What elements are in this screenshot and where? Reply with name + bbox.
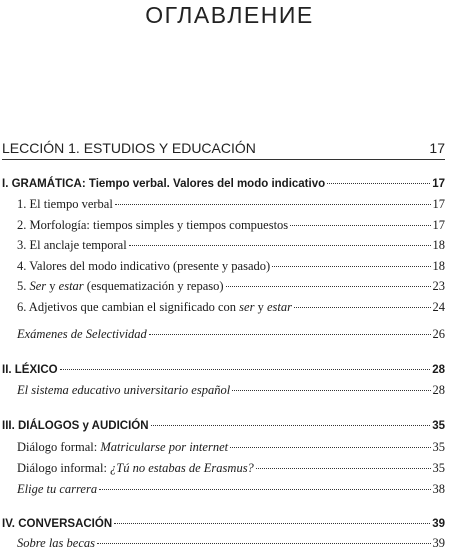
dot-leader [294,306,431,308]
toc-item[interactable] [17,439,445,455]
text-part: (esquematización y repaso) [83,279,224,293]
item-label [17,278,224,294]
toc-section-gramatica[interactable] [2,176,445,192]
page-number: 18 [432,238,445,252]
page-number: 39 [432,518,445,530]
lesson-heading[interactable] [2,140,445,160]
lesson-page: 17 [429,140,445,156]
item-label: El sistema educativo universitario español [17,383,231,397]
toc-item[interactable] [17,535,445,551]
text-part: 5. [17,279,30,293]
page-number: 17 [432,178,445,190]
dot-leader [129,244,431,246]
text-italic: Ser [29,279,47,293]
dot-leader [272,265,430,267]
toc-item[interactable] [17,278,445,294]
toc-section-dialogos[interactable] [2,418,445,434]
page-number: 26 [432,327,445,341]
toc-item[interactable] [17,258,445,274]
page-number: 23 [432,279,445,293]
section-head: II. LÉXICO [2,364,58,376]
text-part: Diálogo informal: [17,461,111,475]
item-label: 2. Morfología: tiempos simples y tiempos compuestos [17,218,289,232]
section-head: IV. CONVERSACIÓN [2,518,113,530]
toc-item[interactable] [17,217,445,233]
toc-item[interactable] [17,382,445,398]
item-label: 3. El anclaje temporal [17,238,127,252]
section-head: I. GRAMÁTICA: [2,178,86,190]
page-number: 35 [432,440,445,454]
dot-leader [60,368,431,370]
toc-section-lexico[interactable] [2,362,445,378]
item-label [17,439,228,455]
text-italic: ¿Tú no estabas de Erasmus? [110,461,254,475]
page-number: 35 [432,461,445,475]
toc-item[interactable] [17,481,445,497]
dot-leader [232,389,430,391]
text-part: Diálogo formal: [17,440,101,454]
dot-leader [115,203,431,205]
section-subtitle: Tiempo verbal. Valores del modo indicativo [85,178,326,190]
toc-item[interactable] [17,237,445,253]
text-part: y [254,300,267,314]
page-title: ОГЛАВЛЕНИЕ [145,2,314,28]
page-number: 18 [432,259,445,273]
toc-section-conversacion[interactable] [2,516,445,532]
text-italic: Matricularse por internet [100,440,229,454]
text-part: 6. Adjetivos que cambian el significado con [17,300,240,314]
text-italic: ser [239,300,255,314]
page-number: 38 [432,482,445,496]
item-label: 4. Valores del modo indicativo (presente y pasado) [17,259,271,273]
page-number: 39 [432,536,445,550]
dot-leader [327,182,430,184]
dot-leader [149,333,431,335]
dot-leader [290,224,430,226]
text-italic: estar [58,279,84,293]
page-number: 17 [432,197,445,211]
page-number: 17 [432,218,445,232]
dot-leader [99,488,430,490]
item-label: Exámenes de Selectividad [17,327,147,341]
toc-item[interactable] [17,299,445,315]
text-italic: estar [266,300,292,314]
page-number: 24 [432,300,445,314]
item-label: Sobre las becas [17,536,95,550]
text-part: y [46,279,59,293]
item-label: Elige tu carrera [17,482,98,496]
item-label [17,299,292,315]
dot-leader [256,467,431,469]
dot-leader [226,285,431,287]
section-head: III. DIÁLOGOS y AUDICIÓN [2,420,149,432]
page-number: 28 [432,364,445,376]
lesson-label: LECCIÓN 1. ESTUDIOS Y EDUCACIÓN [2,140,256,156]
page-number: 28 [432,383,445,397]
dot-leader [114,522,430,524]
item-label: 1. El tiempo verbal [17,197,113,211]
dot-leader [97,542,431,544]
item-label [17,460,254,476]
dot-leader [230,446,430,448]
dot-leader [151,424,431,426]
page-number: 35 [432,420,445,432]
toc-item[interactable] [17,326,445,342]
toc-item[interactable] [17,196,445,212]
toc-item[interactable] [17,460,445,476]
